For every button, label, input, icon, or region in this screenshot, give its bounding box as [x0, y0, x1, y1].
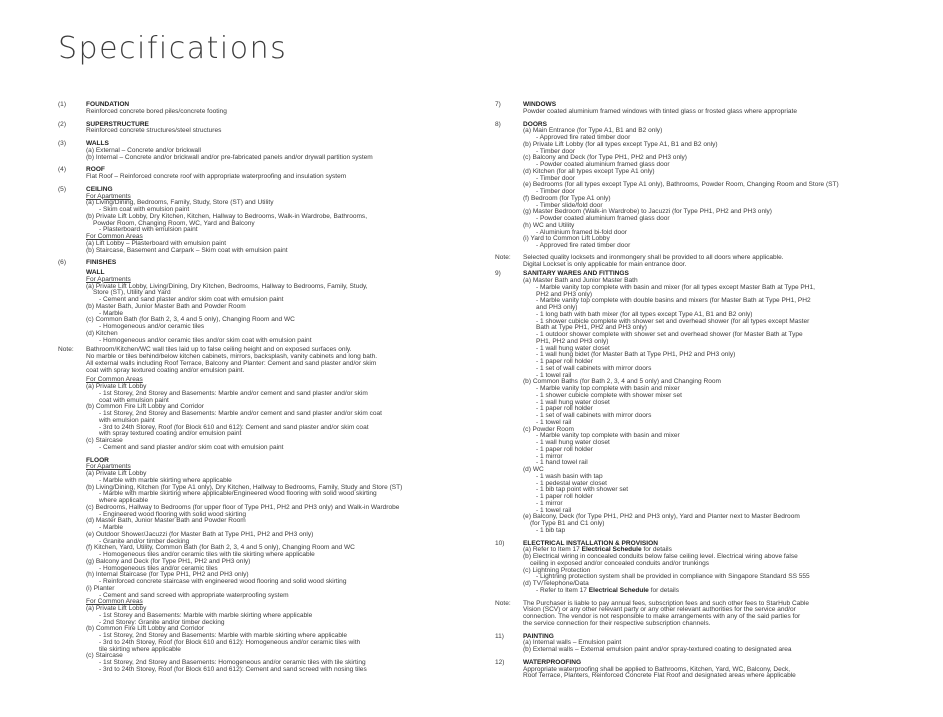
- spec-line: (b) Living/Dining, Kitchen (for Type A1 only), Dry Kitchen, Hallway to Bedrooms, Family, Study and Store (ST): [86, 483, 403, 491]
- bold-reference: Electrical Schedule: [588, 586, 649, 594]
- spec-line: Vision (SCV) or any other relevant party or any other relevant authorities for the service and/or: [523, 606, 796, 614]
- section-number: [58, 377, 86, 451]
- spec-line: Store (ST), Utility and Yard: [93, 289, 171, 297]
- right-column: [495, 102, 895, 680]
- spec-line: (h) WC and Utility: [523, 221, 575, 229]
- section-number: 7): [495, 101, 501, 108]
- spec-line: - 1 bib tap: [536, 526, 566, 534]
- spec-line: (c) Balcony and Deck (for Type PH1, PH2 and PH3 only): [523, 154, 687, 162]
- spec-line: - 1 towel rail: [536, 418, 572, 426]
- spec-line: (b) Common Baths (for Bath 2, 3, 4 and 5 only) and Changing Room: [523, 378, 721, 386]
- spec-section: [495, 601, 895, 628]
- spec-line: (c) Common Bath (for Bath 2, 3, 4 and 5 only), Changing Room and WC: [86, 316, 295, 324]
- spec-line: (a) Refer to Item 17 Electrical Schedule for details: [523, 546, 672, 554]
- spec-line: Reinforced concrete bored piles/concrete footing: [86, 107, 227, 115]
- spec-line: (d) Master Bath, Junior Master Bath and Powder Room: [86, 517, 246, 525]
- spec-line: PH2 and PH3 only): [536, 290, 593, 298]
- spec-line: (a) Living/Dining, Bedrooms, Family, Study, Store (ST) and Utility: [86, 199, 274, 207]
- spec-line: The Purchaser is liable to pay annual fees, subscription fees and such other fees to StarHub Cable: [523, 599, 810, 607]
- spec-line: with emulsion paint: [99, 416, 155, 424]
- spec-section: [58, 122, 468, 136]
- spec-line: - Aluminium framed bi-fold door: [536, 228, 627, 236]
- spec-line: Bathroom/Kitchen/WC wall tiles laid up to false ceiling height and on exposed surfaces only.: [86, 346, 352, 354]
- spec-line: (f) Bedroom (for Type A1 only): [523, 194, 611, 202]
- spec-line: - 1 outdoor shower complete with shower set and overhead shower (for Master Bath at Type: [536, 331, 803, 338]
- spec-section: [495, 102, 895, 116]
- section-heading: CEILING: [86, 185, 113, 193]
- spec-line: - 1 wash basin with tap: [536, 472, 603, 480]
- spec-line: (b) Private Lift Lobby, Dry Kitchen, Kitchen, Hallway to Bedrooms, Walk-in Wardrobe, Bathrooms,: [86, 212, 368, 220]
- spec-line: - Engineered wood flooring with solid wood skirting: [99, 510, 247, 518]
- spec-line: - 1 paper roll holder: [536, 445, 593, 453]
- spec-line: - 1 shower cubicle complete with shower mixer set: [536, 391, 682, 399]
- spec-line: - 1 paper roll holder: [536, 358, 593, 365]
- spec-line: PH1, PH2 and PH3 only): [536, 337, 609, 345]
- spec-line: (c) Bedrooms, Hallway to Bedrooms (for upper floor of Type PH1, PH2 and PH3 only) and Walk-in Wardrobe: [86, 503, 400, 511]
- spec-section: [58, 102, 468, 116]
- spec-line: - Refer to Item 17 Electrical Schedule for details: [536, 586, 680, 594]
- spec-line: - Powder coated aluminium framed glass door: [536, 215, 670, 222]
- spec-line: - Homogeneous and/or ceramic tiles: [99, 323, 205, 330]
- spec-line: For Apartments: [86, 463, 131, 471]
- spec-line: (b) Private Lift Lobby (for all types except Type A1, B1 and B2 only): [523, 140, 718, 148]
- spec-line: - 1 set of wall cabinets with mirror doors: [536, 412, 652, 419]
- spec-line: - Timber door: [536, 174, 575, 182]
- spec-line: (a) Lift Lobby – Plasterboard with emulsion paint: [86, 239, 227, 247]
- spec-line: - Marble with marble skirting where applicable: [99, 476, 232, 484]
- spec-line: (a) Main Entrance (for Type A1, B1 and B2 only): [523, 127, 663, 135]
- spec-line: - Skim coat with emulsion paint: [99, 206, 190, 213]
- section-number: 12): [495, 658, 505, 666]
- spec-line: - Timber door: [536, 147, 575, 155]
- section-number: (3): [58, 140, 67, 147]
- section-number: (5): [58, 185, 67, 193]
- section-heading: WALLS: [86, 140, 109, 147]
- spec-line: - Cement and sand plaster and/or skim coat with emulsion paint: [99, 443, 284, 451]
- spec-line: - 1st Storey, 2nd Storey and Basements: Homogeneous and/or ceramic tiles with tile skirting: [99, 659, 366, 666]
- spec-line: (a) Private Lift Lobby: [86, 470, 147, 477]
- spec-line: tile skirting where applicable: [99, 645, 181, 653]
- spec-line: - Homogeneous tiles and/or ceramic tiles: [99, 564, 218, 572]
- spec-section: [58, 377, 468, 451]
- spec-line: (e) Bedrooms (for all types except Type A1 only), Bathrooms, Powder Room, Changing Room and Store (ST): [523, 181, 839, 189]
- spec-line: - Timber slide/fold door: [536, 201, 603, 209]
- section-number: (6): [58, 259, 67, 267]
- spec-line: (a) Internal walls – Emulsion paint: [523, 639, 622, 647]
- spec-line: For Apartments: [86, 275, 131, 283]
- page-title: Specifications: [58, 31, 288, 66]
- section-heading: ROOF: [86, 166, 105, 174]
- spec-section: [495, 634, 895, 654]
- spec-line: (d) Kitchen: [86, 329, 118, 337]
- spec-line: Digital Lockset is only applicable for main entrance door.: [523, 260, 687, 268]
- spec-section: [495, 255, 895, 269]
- spec-line: - Cement and sand screed with appropriate waterproofing system: [99, 591, 289, 599]
- spec-line: - 2nd Storey: Granite and/or timber decking: [99, 618, 225, 626]
- spec-line: (c) Powder Room: [523, 425, 574, 433]
- section-number: 8): [495, 120, 501, 128]
- section-number: (4): [58, 166, 67, 174]
- spec-line: - Cement and sand plaster and/or skim coat with emulsion paint: [99, 296, 284, 303]
- bold-reference: Electrical Schedule: [581, 546, 642, 554]
- spec-line: - Timber door: [536, 188, 575, 195]
- spec-line: (e) Outdoor Shower/Jacuzzi (for Master Bath at Type PH1, PH2 and PH3 only): [86, 530, 314, 538]
- spec-section: [58, 141, 468, 161]
- spec-line: Flat Roof – Reinforced concrete roof with appropriate waterproofing and insulation system: [86, 173, 347, 180]
- spec-line: (a) Private Lift Lobby: [86, 383, 147, 390]
- spec-line: - Approved fire rated timber door: [536, 242, 631, 249]
- section-number: Note:: [495, 253, 511, 261]
- spec-line: ceiling in exposed and/or concealed conduits and/or trunkings: [530, 559, 710, 567]
- spec-line: (a) Master Bath and Junior Master Bath: [523, 277, 638, 284]
- spec-line: Powder Room, Changing Room, WC, Yard and Balcony: [93, 219, 255, 227]
- spec-line: (d) WC: [523, 466, 544, 473]
- section-heading: PAINTING: [523, 632, 554, 640]
- section-number: (2): [58, 120, 67, 128]
- section-number: 11): [495, 632, 504, 640]
- spec-line: - 1 paper roll holder: [536, 405, 593, 413]
- spec-line: - Marble vanity top complete with basin and mixer: [536, 432, 680, 440]
- section-heading: FLOOR: [86, 456, 109, 464]
- spec-line: (a) Private Lift Lobby: [86, 605, 147, 612]
- spec-line: - Marble vanity top complete with basin and mixer (for all types except Master Bath at Type PH1,: [536, 283, 815, 291]
- section-number: (1): [58, 101, 67, 108]
- spec-section: [58, 187, 468, 255]
- spec-line: - Marble: [99, 524, 124, 531]
- spec-line: - 3rd to 24th Storey, Roof (for Block 610 and 612): Cement and sand plaster and/or skim coat: [99, 423, 369, 431]
- spec-line: connection. The vendor is not responsible to make arrangements with any of the said parties for: [523, 613, 801, 620]
- spec-section: [58, 270, 468, 344]
- section-number: [58, 458, 86, 674]
- spec-line: where applicable: [99, 497, 149, 504]
- spec-line: No marble or tiles behind/below kitchen cabinets, mirrors, backsplash, vanity cabinets and long bath.: [86, 353, 378, 360]
- spec-line: - Marble with marble skirting where applicable/Engineered wood flooring with solid wood skirting: [99, 490, 377, 498]
- spec-line: (g) Balcony and Deck (for Type PH1, PH2 and PH3 only): [86, 557, 251, 565]
- section-heading: ELECTRICAL INSTALLATION & PROVISION: [523, 539, 658, 547]
- spec-line: with spray textured coating and/or emulsion paint: [99, 430, 242, 438]
- spec-line: (a) External – Concrete and/or brickwall: [86, 146, 201, 154]
- spec-line: - 1 long bath with bath mixer (for all types except Type A1, B1 and B2 only): [536, 310, 753, 318]
- spec-line: - 1 mirror: [536, 499, 563, 507]
- spec-line: Roof Terrace, Planters, Reinforced Concrete Flat Roof and designated areas where applicable: [523, 672, 796, 680]
- spec-line: - 1 towel rail: [536, 371, 572, 379]
- spec-line: - 3rd to 24th Storey, Roof (for Block 610 and 612): Cement and sand screed with nosing tiles: [99, 665, 367, 673]
- section-heading: FOUNDATION: [86, 101, 130, 108]
- spec-section: [58, 167, 468, 181]
- spec-section: [58, 260, 468, 267]
- section-number: Note:: [495, 599, 511, 607]
- spec-line: - 1 shower cubicle complete with shower set and overhead shower (for all types except Master: [536, 317, 810, 325]
- spec-line: All external walls including Roof Terrace, Balcony and Planter: Cement and sand plaster and/or skim: [86, 359, 377, 367]
- section-heading: SANITARY WARES AND FITTINGS: [523, 270, 629, 278]
- spec-line: - Lightning protection system shall be provided in compliance with Singapore Standard SS 555: [536, 573, 810, 581]
- spec-line: - 1st Storey, 2nd Storey and Basements: Marble with marble skirting where applicable: [99, 632, 348, 639]
- spec-line: - 3rd to 24th Storey, Roof (for Block 610 and 612): Homogeneous and/or ceramic tiles with: [99, 638, 361, 646]
- spec-line: - Marble: [99, 309, 124, 317]
- spec-line: (a) Private Lift Lobby, Living/Dining, Dry Kitchen, Bedrooms, Hallway to Bedrooms, Family, Study,: [86, 282, 368, 290]
- spec-line: - Homogeneous and/or ceramic tiles and/or skim coat with emulsion paint: [99, 336, 312, 344]
- spec-line: Bath at Type PH1, PH2 and PH3 only): [536, 324, 647, 332]
- section-number: [58, 270, 86, 344]
- spec-line: - 1 wall hung bidet (for Master Bath at Type PH1, PH2 and PH3 only): [536, 351, 736, 359]
- spec-section: [495, 541, 895, 595]
- spec-line: For Common Areas: [86, 233, 143, 240]
- spec-line: coat with spray textured coating and/or emulsion paint.: [86, 366, 245, 374]
- spec-line: Powder coated aluminium framed windows with tinted glass or frosted glass where appropriate: [523, 107, 798, 115]
- spec-line: coat with emulsion paint: [99, 396, 169, 404]
- spec-line: - 1 wall hung water closet: [536, 439, 610, 446]
- spec-line: (d) TV/Telephone/Data: [523, 580, 589, 587]
- spec-line: (b) Master Bath, Junior Master Bath and Powder Room: [86, 302, 246, 310]
- spec-line: - Granite and/or timber decking: [99, 537, 190, 545]
- spec-line: (d) Kitchen (for all types except Type A1 only): [523, 167, 655, 175]
- spec-line: - 1 wall hung water closet: [536, 344, 610, 352]
- spec-line: and PH3 only): [536, 304, 578, 311]
- section-number: Note:: [58, 346, 74, 354]
- spec-line: (e) Balcony, Deck (for Type PH1, PH2 and PH3 only), Yard and Planter next to Master Bedroom: [523, 513, 800, 521]
- spec-line: - 1 bib tap point with shower set: [536, 486, 629, 494]
- spec-line: - Powder coated aluminium framed glass door: [536, 161, 670, 168]
- spec-section: [58, 458, 468, 674]
- left-column: [58, 102, 468, 674]
- spec-line: - Plasterboard with emulsion paint: [99, 226, 198, 234]
- spec-line: - 1st Storey, 2nd Storey and Basements: Marble and/or cement and sand plaster and/or skim coat: [99, 410, 382, 417]
- spec-line: (for Type B1 and C1 only): [530, 520, 605, 527]
- spec-line: (b) Internal – Concrete and/or brickwall and/or pre-fabricated panels and/or drywall partition system: [86, 153, 373, 161]
- spec-line: (f) Kitchen, Yard, Utility, Common Bath (for Bath 2, 3, 4 and 5 only), Changing Room and WC: [86, 544, 355, 552]
- spec-section: [495, 271, 895, 534]
- spec-line: - Reinforced concrete staircase with engineered wood flooring and solid wood skirting: [99, 578, 347, 585]
- spec-line: (c) Lightning Protection: [523, 566, 591, 574]
- spec-line: For Apartments: [86, 192, 131, 200]
- spec-line: (b) Common Fire Lift Lobby and Corridor: [86, 625, 204, 633]
- spec-section: [495, 660, 895, 680]
- section-heading: WALL: [86, 269, 105, 276]
- spec-line: (b) Common Fire Lift Lobby and Corridor: [86, 403, 204, 411]
- spec-line: - 1st Storey and Basements: Marble with marble skirting where applicable: [99, 611, 313, 619]
- spec-line: the service connection for their respective subscription channels.: [523, 619, 711, 627]
- spec-line: Reinforced concrete structures/steel structures: [86, 127, 222, 135]
- spec-line: Appropriate waterproofing shall be applied to Bathrooms, Kitchen, Yard, WC, Balcony, Deck,: [523, 665, 791, 673]
- section-heading: DOORS: [523, 120, 548, 128]
- spec-line: - 1 wall hung water closet: [536, 398, 610, 406]
- spec-line: (b) Electrical wiring in concealed conduits below false ceiling level. Electrical wiring above false: [523, 553, 798, 560]
- spec-line: - 1 paper roll holder: [536, 493, 593, 500]
- spec-line: - Approved fire rated timber door: [536, 134, 631, 141]
- spec-line: - Marble vanity top complete with double basins and mixers (for Master Bath at Type PH1, PH2: [536, 297, 811, 305]
- spec-line: (b) External walls – External emulsion paint and/or spray-textured coating to designated area: [523, 646, 792, 653]
- spec-line: - 1 towel rail: [536, 506, 572, 514]
- section-number: 9): [495, 270, 501, 278]
- section-heading: FINISHES: [86, 259, 117, 267]
- section-heading: WATERPROOFING: [523, 658, 582, 666]
- spec-line: For Common Areas: [86, 598, 143, 606]
- spec-section: [58, 347, 468, 374]
- spec-line: (c) Staircase: [86, 437, 123, 444]
- spec-line: Selected quality locksets and ironmongery shall be provided to all doors where applicable.: [523, 253, 784, 261]
- spec-line: - 1 mirror: [536, 452, 563, 460]
- spec-line: (b) Staircase, Basement and Carpark – Skim coat with emulsion paint: [86, 246, 288, 254]
- spec-line: (i) Yard to Common Lift Lobby: [523, 235, 610, 243]
- spec-line: (c) Staircase: [86, 652, 123, 660]
- section-heading: WINDOWS: [523, 101, 557, 108]
- spec-line: - 1 set of wall cabinets with mirror doors: [536, 364, 652, 372]
- spec-line: - Marble vanity top complete with basin and mixer: [536, 385, 680, 392]
- spec-line: (g) Master Bedroom (Walk-in Wardrobe) to Jacuzzi (for Type PH1, PH2 and PH3 only): [523, 208, 772, 216]
- spec-line: For Common Areas: [86, 376, 143, 384]
- spec-line: - 1 pedestal water closet: [536, 479, 607, 487]
- spec-line: - 1 hand towel rail: [536, 459, 588, 467]
- spec-line: - 1st Storey, 2nd Storey and Basements: Marble and/or cement and sand plaster and/or skim: [99, 389, 368, 397]
- spec-section: [495, 122, 895, 250]
- spec-line: - Homogeneous tiles and/or ceramic tiles with tile skirting where applicable: [99, 551, 315, 558]
- spec-line: (h) Internal Staircase (for Type PH1, PH2 and PH3 only): [86, 571, 249, 579]
- section-heading: SUPERSTRUCTURE: [86, 120, 149, 128]
- spec-line: (i) Planter: [86, 584, 115, 592]
- section-number: 10): [495, 539, 505, 547]
